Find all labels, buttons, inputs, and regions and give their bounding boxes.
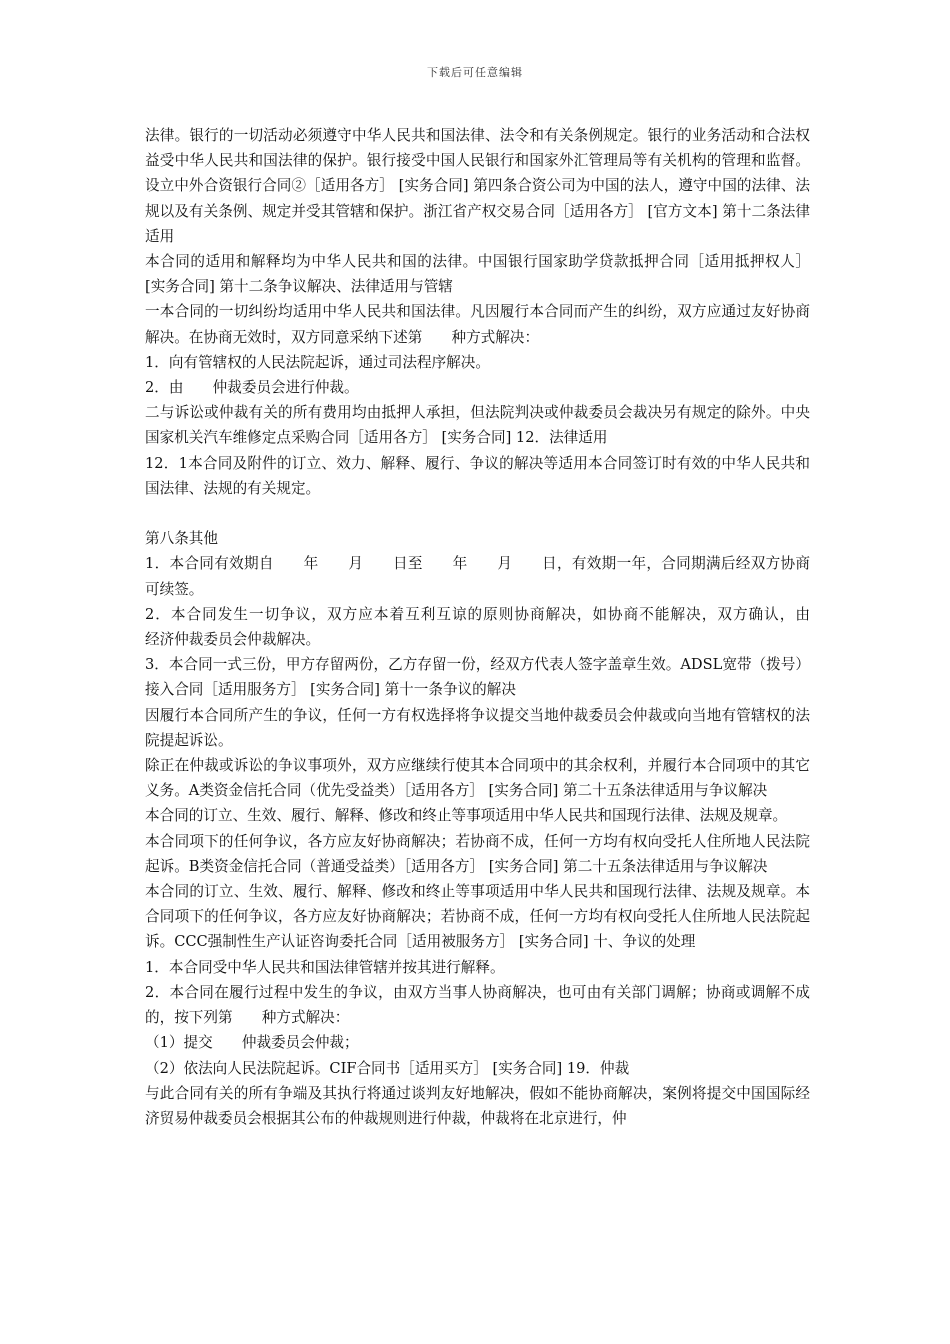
paragraph: 与此合同有关的所有争端及其执行将通过谈判友好地解决，假如不能协商解决，案例将提交中国国际经济贸易仲裁委员会根据其公布的仲裁规则进行仲裁，仲裁将在北京进行，仲 [145, 1084, 810, 1127]
paragraph: 本合同的订立、生效、履行、解释、修改和终止等事项适用中华人民共和国现行法律、法规及规章。 [145, 807, 788, 825]
document-body [145, 123, 840, 1131]
paragraph: （2）依法向人民法院起诉。CIF合同书［适用买方］ [实务合同] 19．仲裁 [145, 1059, 630, 1077]
paragraph: 1．本合同有效期自 年 月 日至 年 月 日，有效期一年，合同期满后经双方协商可续签。 [145, 555, 810, 598]
paragraph: 因履行本合同所产生的争议，任何一方有权选择将争议提交当地仲裁委员会仲裁或向当地有管辖权的法院提起诉讼。 [145, 706, 810, 749]
paragraph: 一本合同的一切纠纷均适用中华人民共和国法律。凡因履行本合同而产生的纠纷，双方应通过友好协商解决。在协商无效时，双方同意采纳下述第 种方式解决： [145, 303, 810, 346]
header-note: 下载后可任意编辑 [427, 66, 523, 79]
paragraph: 3．本合同一式三份，甲方存留两份，乙方存留一份，经双方代表人签字盖章生效。ADSL宽带（拨号）接入合同［适用服务方］ [实务合同] 第十一条争议的解决 [145, 656, 810, 699]
paragraph: 12．1本合同及附件的订立、效力、解释、履行、争议的解决等适用本合同签订时有效的中华人民共和国法律、法规的有关规定。 [145, 454, 810, 497]
paragraph: 2．本合同在履行过程中发生的争议，由双方当事人协商解决，也可由有关部门调解；协商或调解不成的，按下列第 种方式解决： [145, 983, 810, 1027]
paragraph: 2．由 仲裁委员会进行仲裁。 [145, 379, 359, 397]
paragraph: 本合同的订立、生效、履行、解释、修改和终止等事项适用中华人民共和国现行法律、法规及规章。本合同项下的任何争议，各方应友好协商解决；若协商不成，任何一方均有权向受托人住所地人民法院起诉。CCC强制性生产认证咨询委托合同［适用被服务方］ [实务合同] 十、争议的处理 [145, 883, 810, 951]
section-heading: 第八条其他 [145, 530, 218, 548]
paragraph: 1．向有管辖权的人民法院起诉，通过司法程序解决。 [145, 353, 490, 371]
paragraph: 本合同项下的任何争议，各方应友好协商解决；若协商不成，任何一方均有权向受托人住所地人民法院起诉。B类资金信托合同（普通受益类）［适用各方］ [实务合同] 第二十五条法律适用与争议解决 [145, 832, 810, 875]
paragraph: 2．本合同发生一切争议，双方应本着互利互谅的原则协商解决，如协商不能解决，双方确认，由 经济仲裁委员会仲裁解决。 [145, 605, 840, 649]
paragraph: 除正在仲裁或诉讼的争议事项外，双方应继续行使其本合同项中的其余权利，并履行本合同项中的其它义务。A类资金信托合同（优先受益类）［适用各方］ [实务合同] 第二十五条法律适用与争议解决 [145, 757, 810, 800]
paragraph: 本合同的适用和解释均为中华人民共和国的法律。中国银行国家助学贷款抵押合同［适用抵押权人］ [实务合同] 第十二条争议解决、法律适用与管辖 [145, 253, 810, 296]
paragraph: 二与诉讼或仲裁有关的所有费用均由抵押人承担，但法院判决或仲裁委员会裁决另有规定的除外。中央国家机关汽车维修定点采购合同［适用各方］ [实务合同] 12．法律适用 [145, 404, 810, 447]
blank-line [145, 501, 810, 526]
paragraph: 法律。银行的一切活动必须遵守中华人民共和国法律、法令和有关条例规定。银行的业务活动和合法权益受中华人民共和国法律的保护。银行接受中国人民银行和国家外汇管理局等有关机构的管理和监督。设立中外合资银行合同②［适用各方］ [实务合同] 第四条合资公司为中国的法人，遵守中国的法律、法规以及有关条例、规定并受其管辖和保护。浙江省产权交易合同［适用各方］ [官方文本] 第十二条法律适用 [145, 127, 810, 245]
paragraph: 1．本合同受中华人民共和国法律管辖并按其进行解释。 [145, 958, 505, 976]
paragraph: （1）提交 仲裁委员会仲裁； [145, 1034, 359, 1052]
